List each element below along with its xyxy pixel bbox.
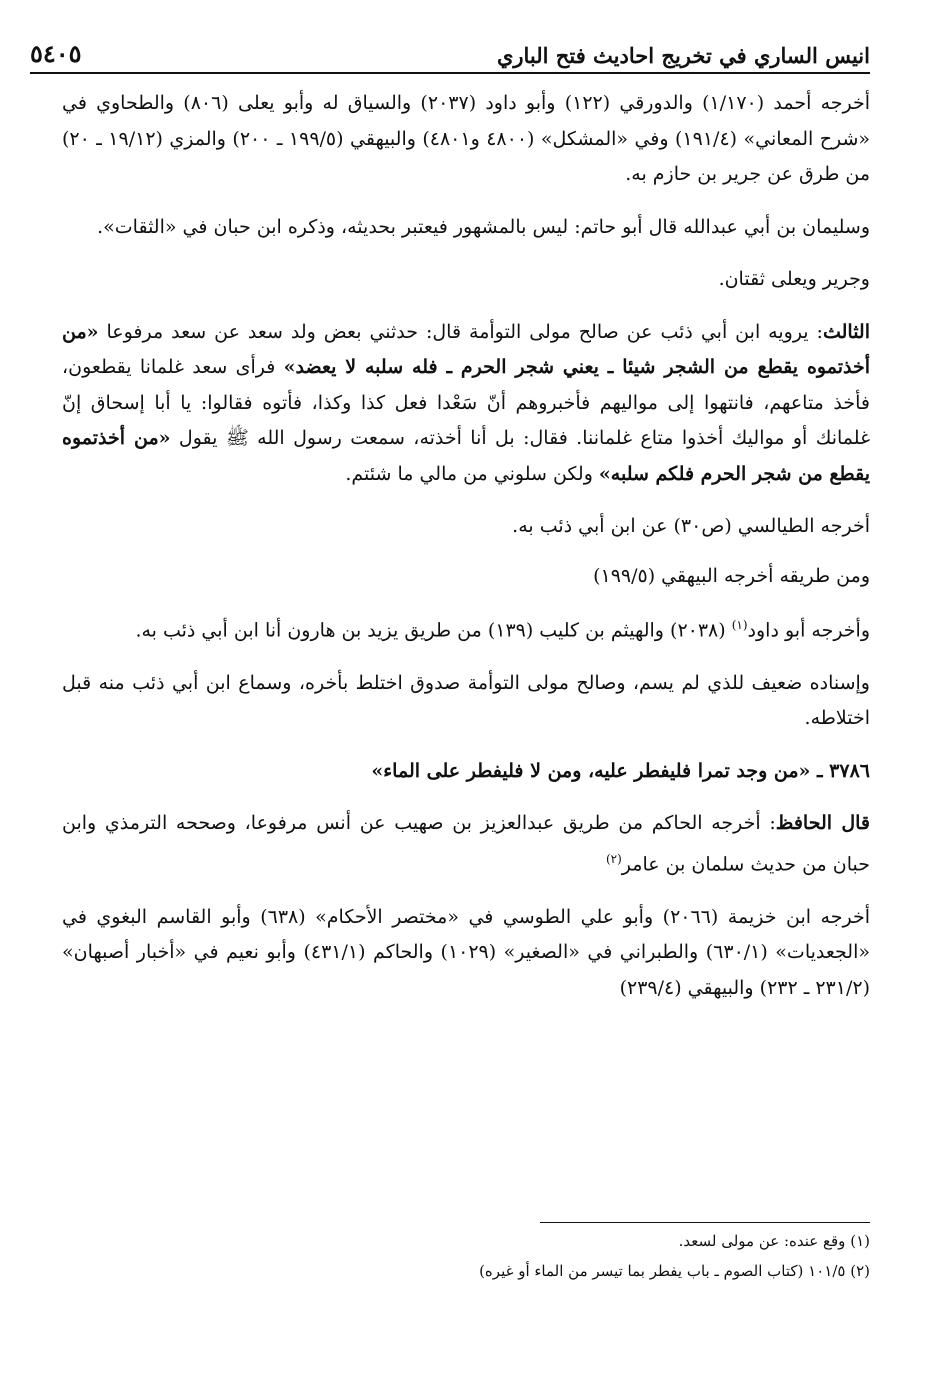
text-segment: ولكن سلوني من مالي ما شئتم. — [345, 462, 599, 485]
text-segment: فرأى سعد غلمانا يقطعون، فأخذ متاعهم، فانتهوا إلى مواليهم فأخبروهم أنّ سَعْدا فعل كذا وكذا، فأتوه فقالوا: يا أبا إسحاق إنّ غلمانك أو مواليك أخذوا متاع غلماننا. فقال: بل أنا أخذته، سمعت رسول الله ﷺ يقول — [62, 356, 871, 449]
footnote-ref-1: (١) — [731, 618, 748, 632]
text-segment: وأخرجه أبو داود — [747, 619, 870, 642]
paragraph-takhrij-1: أخرجه أحمد (١/١٧٠) والدورقي (١٢٢) وأبو داود (٢٠٣٧) والسياق له وأبو يعلى (٨٠٦) والطحاوي في «شرح المعاني» (١٩١/٤) وفي «المشكل» (٤٨٠٠ و٤٨٠١) والبيهقي (١٩٩/٥ ـ ٢٠٠) والمزي (١٩/١٢ ـ ٢٠) من طرق عن جرير بن حازم به. — [62, 92, 871, 185]
text-segment: : يرويه ابن أبي ذئب عن صالح مولى التوأمة قال: حدثني بعض ولد سعد عن سعد مرفوعا — [98, 320, 823, 343]
page-header — [30, 28, 870, 74]
hadith-heading-text: ٣٧٨٦ ـ «من وجد تمرا فليفطر عليه، ومن لا فليفطر على الماء» — [371, 759, 870, 782]
footnote-divider — [540, 1222, 870, 1223]
footnote-text: ١٠١/٥ (كتاب الصوم ـ باب يفطر بما تيسر من الماء أو غيره) — [479, 1262, 846, 1280]
paragraph-tayalisi: أخرجه الطيالسي (ص٣٠) عن ابن أبي ذئب به. — [512, 515, 870, 537]
paragraph-narrator-note: وسليمان بن أبي عبدالله قال أبو حاتم: ليس بالمشهور فيعتبر بحديثه، وذكره ابن حبان في «الثقات». — [97, 215, 870, 238]
section-label-hafiz: قال الحافظ — [775, 812, 870, 835]
text-segment: : أخرجه الحاكم من طريق عبدالعزيز بن صهيب عن أنس مرفوعا، وصححه الترمذي وابن حبان من حديث سلمان بن عامر — [62, 812, 870, 876]
section-label-third: الثالث — [822, 320, 870, 343]
footnote-marker: (٢) — [850, 1262, 870, 1280]
footnote-1 — [62, 1226, 870, 1256]
page-number: ٥٤٠٥ — [30, 39, 82, 68]
paragraph-takhrij-2: أخرجه ابن خزيمة (٢٠٦٦) وأبو علي الطوسي في «مختصر الأحكام» (٦٣٨) وأبو القاسم البغوي في «الجعديات» (٦٣٠/١) والطبراني في «الصغير» (١٠٢٩) والحاكم (٤٣١/١) وأبو نعيم في «أخبار أصبهان» (٢٣١/٢ ـ ٢٣٢) والبيهقي (٢٣٩/٤) — [62, 905, 870, 999]
hadith-heading-3786 — [62, 754, 870, 790]
page-body — [62, 86, 870, 1023]
paragraph-thiqat: وجرير ويعلى ثقتان. — [718, 268, 870, 290]
paragraph-bayhaqi: ومن طريقه أخرجه البيهقي (١٩٩/٥) — [593, 564, 870, 587]
footnote-marker: (١) — [850, 1232, 870, 1250]
footnote-ref-2: (٢) — [605, 851, 622, 866]
footnote-2 — [62, 1256, 870, 1286]
footnotes — [62, 1226, 870, 1286]
paragraph-isnad-grade: وإسناده ضعيف للذي لم يسم، وصالح مولى التوأمة صدوق اختلط بأخره، وسماع ابن أبي ذئب منه قبل اختلاطه. — [62, 671, 870, 730]
hadith-quote: «من أخذتموه يقطع من الشجر شيئا ـ يعني شجر الحرم ـ فله سلبه لا يعضد» — [62, 320, 870, 378]
paragraph-third-route — [62, 315, 870, 493]
footnote-text: وقع عنده: عن مولى لسعد. — [678, 1232, 846, 1250]
hadith-quote: «من أخذتموه يقطع من شجر الحرم فلكم سلبه» — [62, 427, 870, 485]
running-title: انيس الساري في تخريج احاديث فتح الباري — [496, 43, 870, 68]
text-segment: (٢٠٣٨) والهيثم بن كليب (١٣٩) من طريق يزيد بن هارون أنا ابن أبي ذئب به. — [135, 619, 732, 642]
paragraph-hafiz — [62, 806, 870, 882]
paragraph-abu-dawud — [62, 608, 870, 649]
